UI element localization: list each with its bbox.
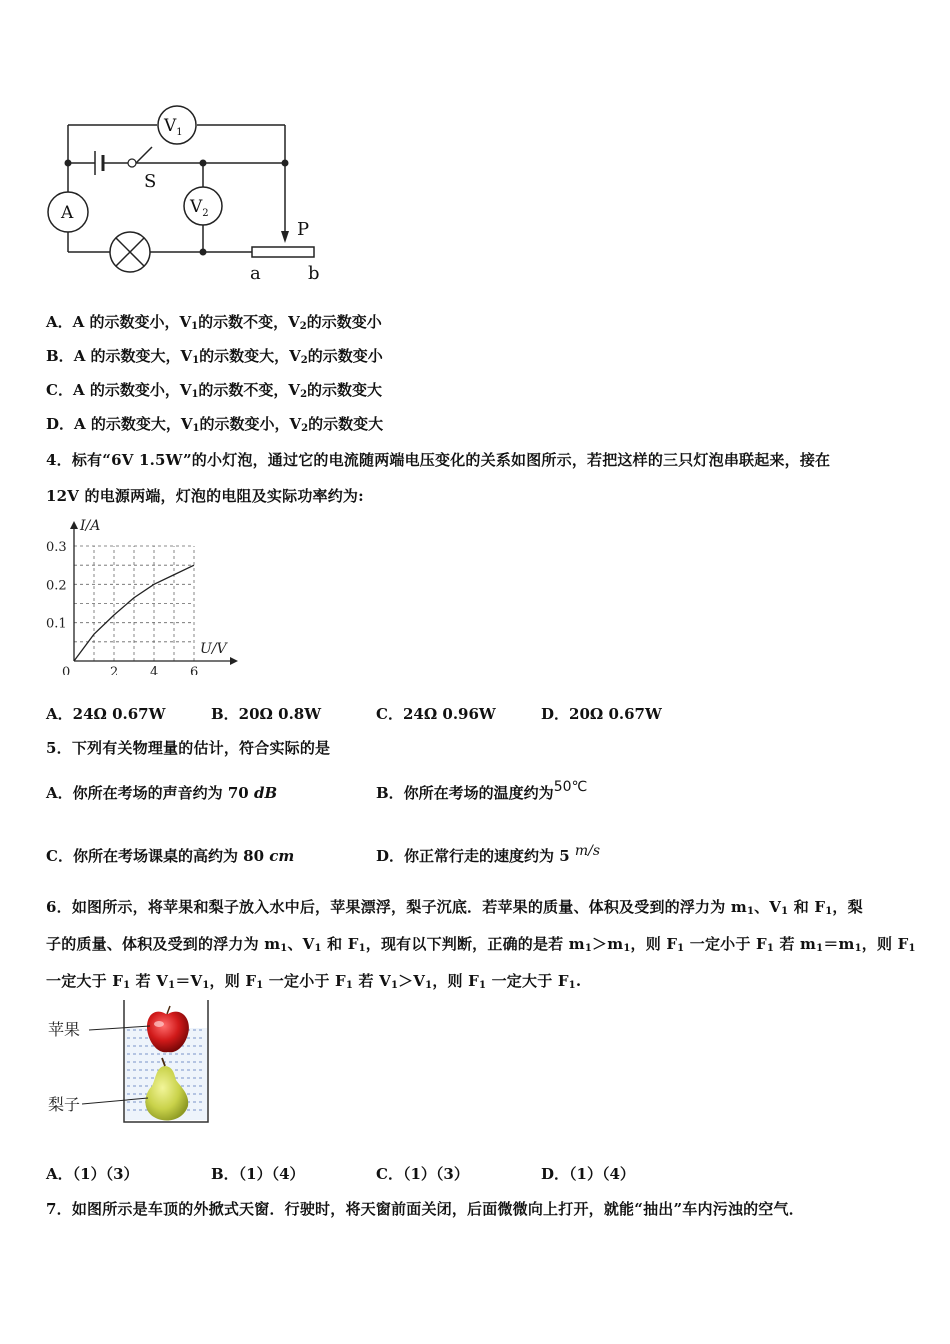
x-tick-label: 6 <box>190 665 199 675</box>
q6-option-a: A．（1）（3） <box>46 1165 139 1183</box>
q5-option-c: C．你所在考场课桌的高约为 80 cm <box>46 847 295 865</box>
x-tick-label: 0 <box>62 665 71 675</box>
x-tick-label: 2 <box>110 665 119 675</box>
fruit-water-figure <box>44 998 214 1128</box>
q4-stem-line1: 4．标有“6V 1.5W”的小灯泡，通过它的电流随两端电压变化的关系如图所示，若把这样的三只灯泡串联起来，接在 <box>46 451 831 469</box>
q6-option-d: D．（1）（4） <box>541 1165 635 1183</box>
slider-label: P <box>297 219 310 240</box>
q3-option-a: A．A 的示数变小，$V_1$的示数不变，$V_2$的示数变小 <box>46 313 382 332</box>
q7-stem: 7．如图所示是车顶的外掀式天窗．行驶时，将天窗前面关闭，后面微微向上打开，就能“抽出”车内污浊的空气． <box>46 1200 804 1218</box>
q4-option-d: D．20Ω 0.67W <box>541 705 662 723</box>
q5-option-a: A．你所在考场的声音约为 70 dB <box>46 784 278 802</box>
q6-stem-line3: 一定大于 $F_1$ 若 $V_1=V_1$，则 $F_1$ 一定小于 $F_1$ 若 $V_1>V_1$，则 $F_1$ 一定大于 $F_1$. <box>46 972 582 991</box>
q6-stem-line1: 6．如图所示，将苹果和梨子放入水中后，苹果漂浮，梨子沉底．若苹果的质量、体积及受到的浮力为 $m_1$、$V_1$ 和 $F_1$，梨 <box>46 898 863 917</box>
q6-stem-line2: 子的质量、体积及受到的浮力为 $m_1$、$V_1$ 和 $F_1$，现有以下判断，正确的是若 $m_1>m_1$，则 $F_1$ 一定小于 $F_1$ 若 $m_1=m_1$，则 $F_1$ <box>46 935 916 954</box>
q6-option-c: C．（1）（3） <box>376 1165 469 1183</box>
iv-chart <box>44 515 244 675</box>
q5-option-d: D．你正常行走的速度约为 5 m/s <box>376 843 601 865</box>
q3-option-d: D．A 的示数变大，$V_1$的示数变小，$V_2$的示数变大 <box>46 415 384 434</box>
end-a-label: a <box>250 263 261 284</box>
circuit-diagram <box>40 95 340 290</box>
y-axis-label: I/A <box>80 518 101 534</box>
end-b-label: b <box>308 263 320 284</box>
ammeter-label: A <box>61 203 74 223</box>
y-tick-label: 0.3 <box>46 540 67 555</box>
pear-label: 梨子 <box>48 1095 81 1114</box>
x-axis-label: U/V <box>200 641 227 657</box>
x-axis-arrow <box>230 657 238 665</box>
y-tick-label: 0.1 <box>46 616 67 632</box>
x-tick-label: 4 <box>150 665 159 675</box>
q3-option-c: C．A 的示数变小，$V_1$的示数不变，$V_2$的示数变大 <box>46 381 383 400</box>
rheostat <box>252 247 314 257</box>
lamp-icon <box>110 232 150 272</box>
switch-label: S <box>144 171 157 192</box>
q4-option-c: C．24Ω 0.96W <box>376 705 496 723</box>
y-tick-label: 0.2 <box>46 578 67 594</box>
q4-option-b: B．20Ω 0.8W <box>211 705 322 723</box>
v2-label: $V_2$ <box>190 197 209 219</box>
q3-option-b: B．A 的示数变大，$V_1$的示数变大，$V_2$的示数变小 <box>46 347 383 366</box>
y-axis-arrow <box>70 521 78 529</box>
q4-stem-line2: 12V 的电源两端，灯泡的电阻及实际功率约为: <box>46 487 364 505</box>
q5-option-b: B．你所在考场的温度约为50℃ <box>376 779 588 802</box>
v1-label: $V_1$ <box>164 116 183 138</box>
q6-option-b: B．（1）（4） <box>211 1165 305 1183</box>
q5-stem: 5．下列有关物理量的估计，符合实际的是 <box>46 739 331 757</box>
q4-option-a: A．24Ω 0.67W <box>46 705 166 723</box>
apple-label: 苹果 <box>48 1020 81 1039</box>
